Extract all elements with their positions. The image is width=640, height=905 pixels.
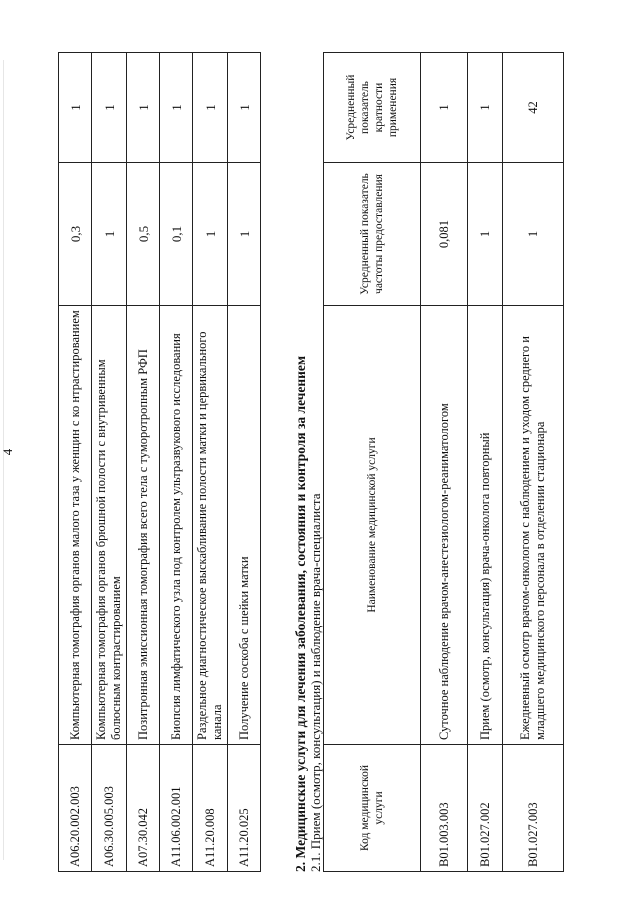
service-name: Суточное наблюдение врачом-анестезиологом-реаниматологом [421, 306, 468, 745]
multiplicity-value: 1 [127, 53, 160, 163]
service-code: B01.003.003 [421, 745, 468, 872]
service-code: B01.027.003 [503, 745, 564, 872]
multiplicity-value: 1 [228, 53, 261, 163]
page-number: 4 [0, 448, 15, 456]
frequency-value: 0,3 [59, 163, 92, 306]
frequency-value: 1 [92, 163, 127, 306]
table-row [421, 53, 468, 872]
table-row [228, 53, 261, 872]
service-name: Прием (осмотр, консультация) врача-онколога повторный [468, 306, 503, 745]
table-row [59, 53, 92, 872]
service-name: Компьютерная томография органов малого таза у женщин с ко нтрастированием [59, 306, 92, 745]
service-name: Ежедневный осмотр врачом-онкологом с наблюдением и уходом среднего и младшего медицинского персонала в отделении стационара [503, 306, 564, 745]
frequency-value: 1 [468, 163, 503, 306]
multiplicity-value: 1 [59, 53, 92, 163]
service-name: Получение соскоба с шейки матки [228, 306, 261, 745]
service-name: Компьютерная томография органов брюшной полости с внутривенным болюсным контрастированием [92, 306, 127, 745]
frequency-value: 1 [503, 163, 564, 306]
header-frequency: Усредненный показатель частоты предоставления [324, 163, 421, 306]
multiplicity-value: 1 [92, 53, 127, 163]
service-name: Позитронная эмиссионная томография всего тела с туморотропным РФП [127, 306, 160, 745]
multiplicity-value: 1 [468, 53, 503, 163]
header-code: Код медицинской услуги [324, 745, 421, 872]
service-code: A11.06.002.001 [160, 745, 193, 872]
section-title: 2. Медицинские услуги для лечения заболевания, состояния и контроля за лечением [293, 355, 308, 872]
table-header-row [324, 53, 421, 872]
table-row [503, 53, 564, 872]
frequency-value: 0,081 [421, 163, 468, 306]
service-code: B01.027.002 [468, 745, 503, 872]
service-code: A07.30.042 [127, 745, 160, 872]
frequency-value: 1 [193, 163, 228, 306]
frequency-value: 1 [228, 163, 261, 306]
table-row [160, 53, 193, 872]
frequency-value: 0,1 [160, 163, 193, 306]
service-name: Раздельное диагностическое выскабливание полости матки и цервикального канала [193, 306, 228, 745]
service-code: A06.20.002.003 [59, 745, 92, 872]
header-name: Наименование медицинской услуги [324, 306, 421, 745]
header-multiplicity: Усредненный показатель кратности применения [324, 53, 421, 163]
services-table-continued [58, 52, 261, 872]
service-name: Биопсия лимфатического узла под контролем ультразвукового исследования [160, 306, 193, 745]
table-row [193, 53, 228, 872]
service-code: A11.20.008 [193, 745, 228, 872]
rotated-content [0, 12, 640, 892]
service-code: A11.20.025 [228, 745, 261, 872]
specialist-services-table [323, 52, 564, 872]
table-row [127, 53, 160, 872]
service-code: A06.30.005.003 [92, 745, 127, 872]
multiplicity-value: 1 [160, 53, 193, 163]
frequency-value: 0,5 [127, 163, 160, 306]
subsection-title: 2.1. Прием (осмотр, консультация) и наблюдение врача-специалиста [308, 493, 323, 872]
table-row [468, 53, 503, 872]
multiplicity-value: 42 [503, 53, 564, 163]
multiplicity-value: 1 [421, 53, 468, 163]
multiplicity-value: 1 [193, 53, 228, 163]
table-row [92, 53, 127, 872]
